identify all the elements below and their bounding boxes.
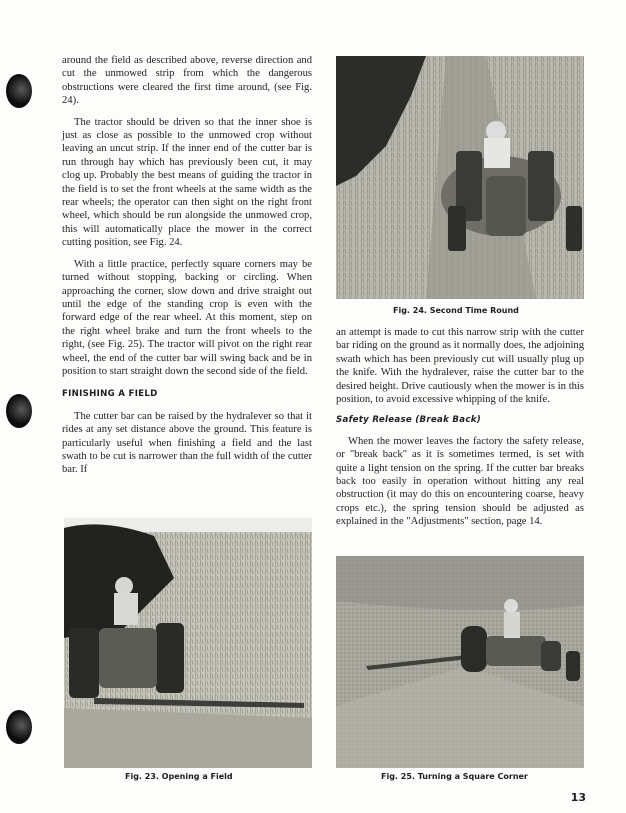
fig23-caption: Fig. 23. Opening a Field — [125, 772, 233, 781]
paragraph: With a little practice, perfectly square corners may be turned without stopping, backing or circling. When approaching the corner, slow down and drive straight out until the edge of the standing crop is even with the forward edge of the rear wheel. At this moment, step on the right wheel brake and turn the front wheels to the right, (see Fig. 25). The tractor will pivot on the right rear wheel, the end of the cutter bar will swing back and be in position to start straight down the second side of the field. — [62, 258, 312, 377]
fig24-photo — [336, 56, 584, 299]
paragraph: The cutter bar can be raised by the hydralever so that it rides at any set distance above the ground. This feature is particularly useful when finishing a field and the last swath to be cut is narrower than the full width of the cutter bar. If — [62, 410, 312, 476]
page-number: 13 — [570, 791, 586, 804]
fig25-photo — [336, 556, 584, 768]
fig25-caption: Fig. 25. Turning a Square Corner — [381, 772, 528, 781]
punch-hole-top — [6, 74, 32, 108]
fig24-caption: Fig. 24. Second Time Round — [393, 306, 519, 315]
right-column — [336, 326, 584, 537]
fig23-photo — [64, 518, 312, 768]
paragraph: When the mower leaves the factory the safety release, or "break back" as it is sometimes termed, is set with quite a light tension on the spring. If the cutter bar breaks back too easily in operation without hitting any real obstruction (it may do this on encountering coarse, heavy crops etc.), the spring tension should be adjusted as explained in the "Adjustments" section, page 14. — [336, 435, 584, 528]
paragraph: an attempt is made to cut this narrow strip with the cutter bar riding on the ground as it normally does, the adjoining swath which has been previously cut will usually plug up the knife. With the hydralever, raise the cutter bar to the desired height. Drive cautiously when the mower is in this position, to avoid excessive whipping of the knife. — [336, 327, 584, 406]
left-column — [62, 54, 312, 485]
punch-hole-bottom — [6, 710, 32, 744]
section-heading-safety-release: Safety Release (Break Back) — [336, 415, 482, 426]
section-heading-finishing-a-field: FINISHING A FIELD — [62, 389, 158, 400]
paragraph: around the field as described above, reverse direction and cut the unmowed strip from which the dangerous obstructions were cleared the first time around, (see Fig. 24). — [62, 55, 312, 107]
punch-hole-middle — [6, 394, 32, 428]
paragraph: The tractor should be driven so that the inner shoe is just as close as possible to the unmowed crop without leaving an uncut strip. If the inner end of the cutter bar is run through hay which has previously been cut, it may clog up. Probably the best means of guiding the tractor in the field is to set the front wheels at the same width as the rear wheels; the operator can then sight on the right front wheel, which should be run alongside the unmowed crop, this will automatically place the mower in the correct cutting position, see Fig. 24. — [62, 116, 312, 249]
